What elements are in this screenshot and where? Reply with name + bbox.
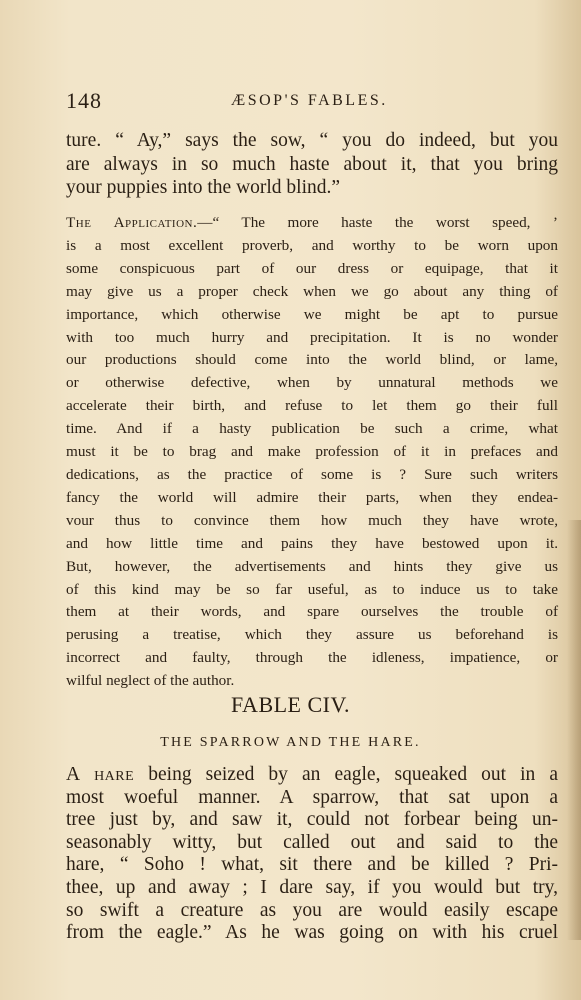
page-header <box>66 88 556 118</box>
application-label: The Application. <box>66 214 198 231</box>
application-paragraph <box>66 212 558 693</box>
text-line: or otherwise defective, when by unnatural methods we <box>66 374 558 392</box>
text-line: incorrect and faulty, through the idleness, impatience, or <box>66 649 558 667</box>
text-line: some conspicuous part of our dress or equipage, that it <box>66 259 558 277</box>
text-line: fancy the world will admire their parts, when they endea- <box>66 488 558 506</box>
continuation-paragraph <box>66 129 558 200</box>
running-head: ÆSOP'S FABLES. <box>231 92 388 109</box>
text-line: But, however, the advertisements and hints they give us <box>66 557 558 575</box>
text-line: from the eagle.” As he was going on with his cruel <box>66 922 558 944</box>
application-line-0: —“ The more haste the worst speed, ’ <box>197 214 558 231</box>
fable-paragraph <box>66 764 558 945</box>
text-line: must it be to brag and make profession of it in prefaces and <box>66 443 558 461</box>
text-line: wilful neglect of the author. <box>66 672 235 690</box>
text-line: ture. “ Ay,” says the sow, “ you do indeed, but you <box>66 130 558 151</box>
text-line: them at their words, and spare ourselves the trouble of <box>66 603 558 621</box>
text-line: perusing a treatise, which they assure us beforehand is <box>66 626 558 644</box>
text-line: so swift a creature as you are would easily escape <box>66 899 558 921</box>
text-line: vour thus to convince them how much they have wrote, <box>66 511 558 529</box>
text-line: seasonably witty, but called out and said to the <box>66 831 558 853</box>
text-line: of this kind may be so far useful, as to induce us to take <box>66 580 558 598</box>
fable-subtitle: THE SPARROW AND THE HARE. <box>160 735 421 750</box>
text-line: are always in so much haste about it, that you bring <box>66 153 558 175</box>
text-line <box>66 212 558 235</box>
fable-line-0: being seized by an eagle, squeaked out in a <box>134 764 558 785</box>
page-number: 148 <box>66 88 102 113</box>
text-line: tree just by, and saw it, could not forbear being un- <box>66 809 558 831</box>
text-line: our productions should come into the world blind, or lame, <box>66 351 558 369</box>
text-line: thee, up and away ; I dare say, if you would but try, <box>66 876 558 898</box>
text-line: most woeful manner. A sparrow, that sat upon a <box>66 786 558 808</box>
text-line: with too much hurry and precipitation. It is no wonder <box>66 328 558 346</box>
fable-title: FABLE CIV. <box>230 692 351 717</box>
text-line: time. And if a hasty publication be such a crime, what <box>66 420 558 438</box>
fable-first-word: A hare <box>66 764 135 785</box>
text-line: dedications, as the practice of some is ? Sure such writers <box>66 465 558 483</box>
text-line: importance, which otherwise we might be apt to pursue <box>66 305 558 323</box>
text-line: accelerate their birth, and refuse to let them go their full <box>66 397 558 415</box>
text-line <box>66 764 558 787</box>
text-line: your puppies into the world blind.” <box>66 177 341 198</box>
text-line: is a most excellent proverb, and worthy to be worn upon <box>66 236 558 254</box>
page-edge-shadow <box>567 520 581 940</box>
text-line: and how little time and pains they have bestowed upon it. <box>66 534 558 552</box>
text-line: may give us a proper check when we go about any thing of <box>66 282 558 300</box>
text-line: hare, “ Soho ! what, sit there and be killed ? Pri- <box>66 854 558 876</box>
